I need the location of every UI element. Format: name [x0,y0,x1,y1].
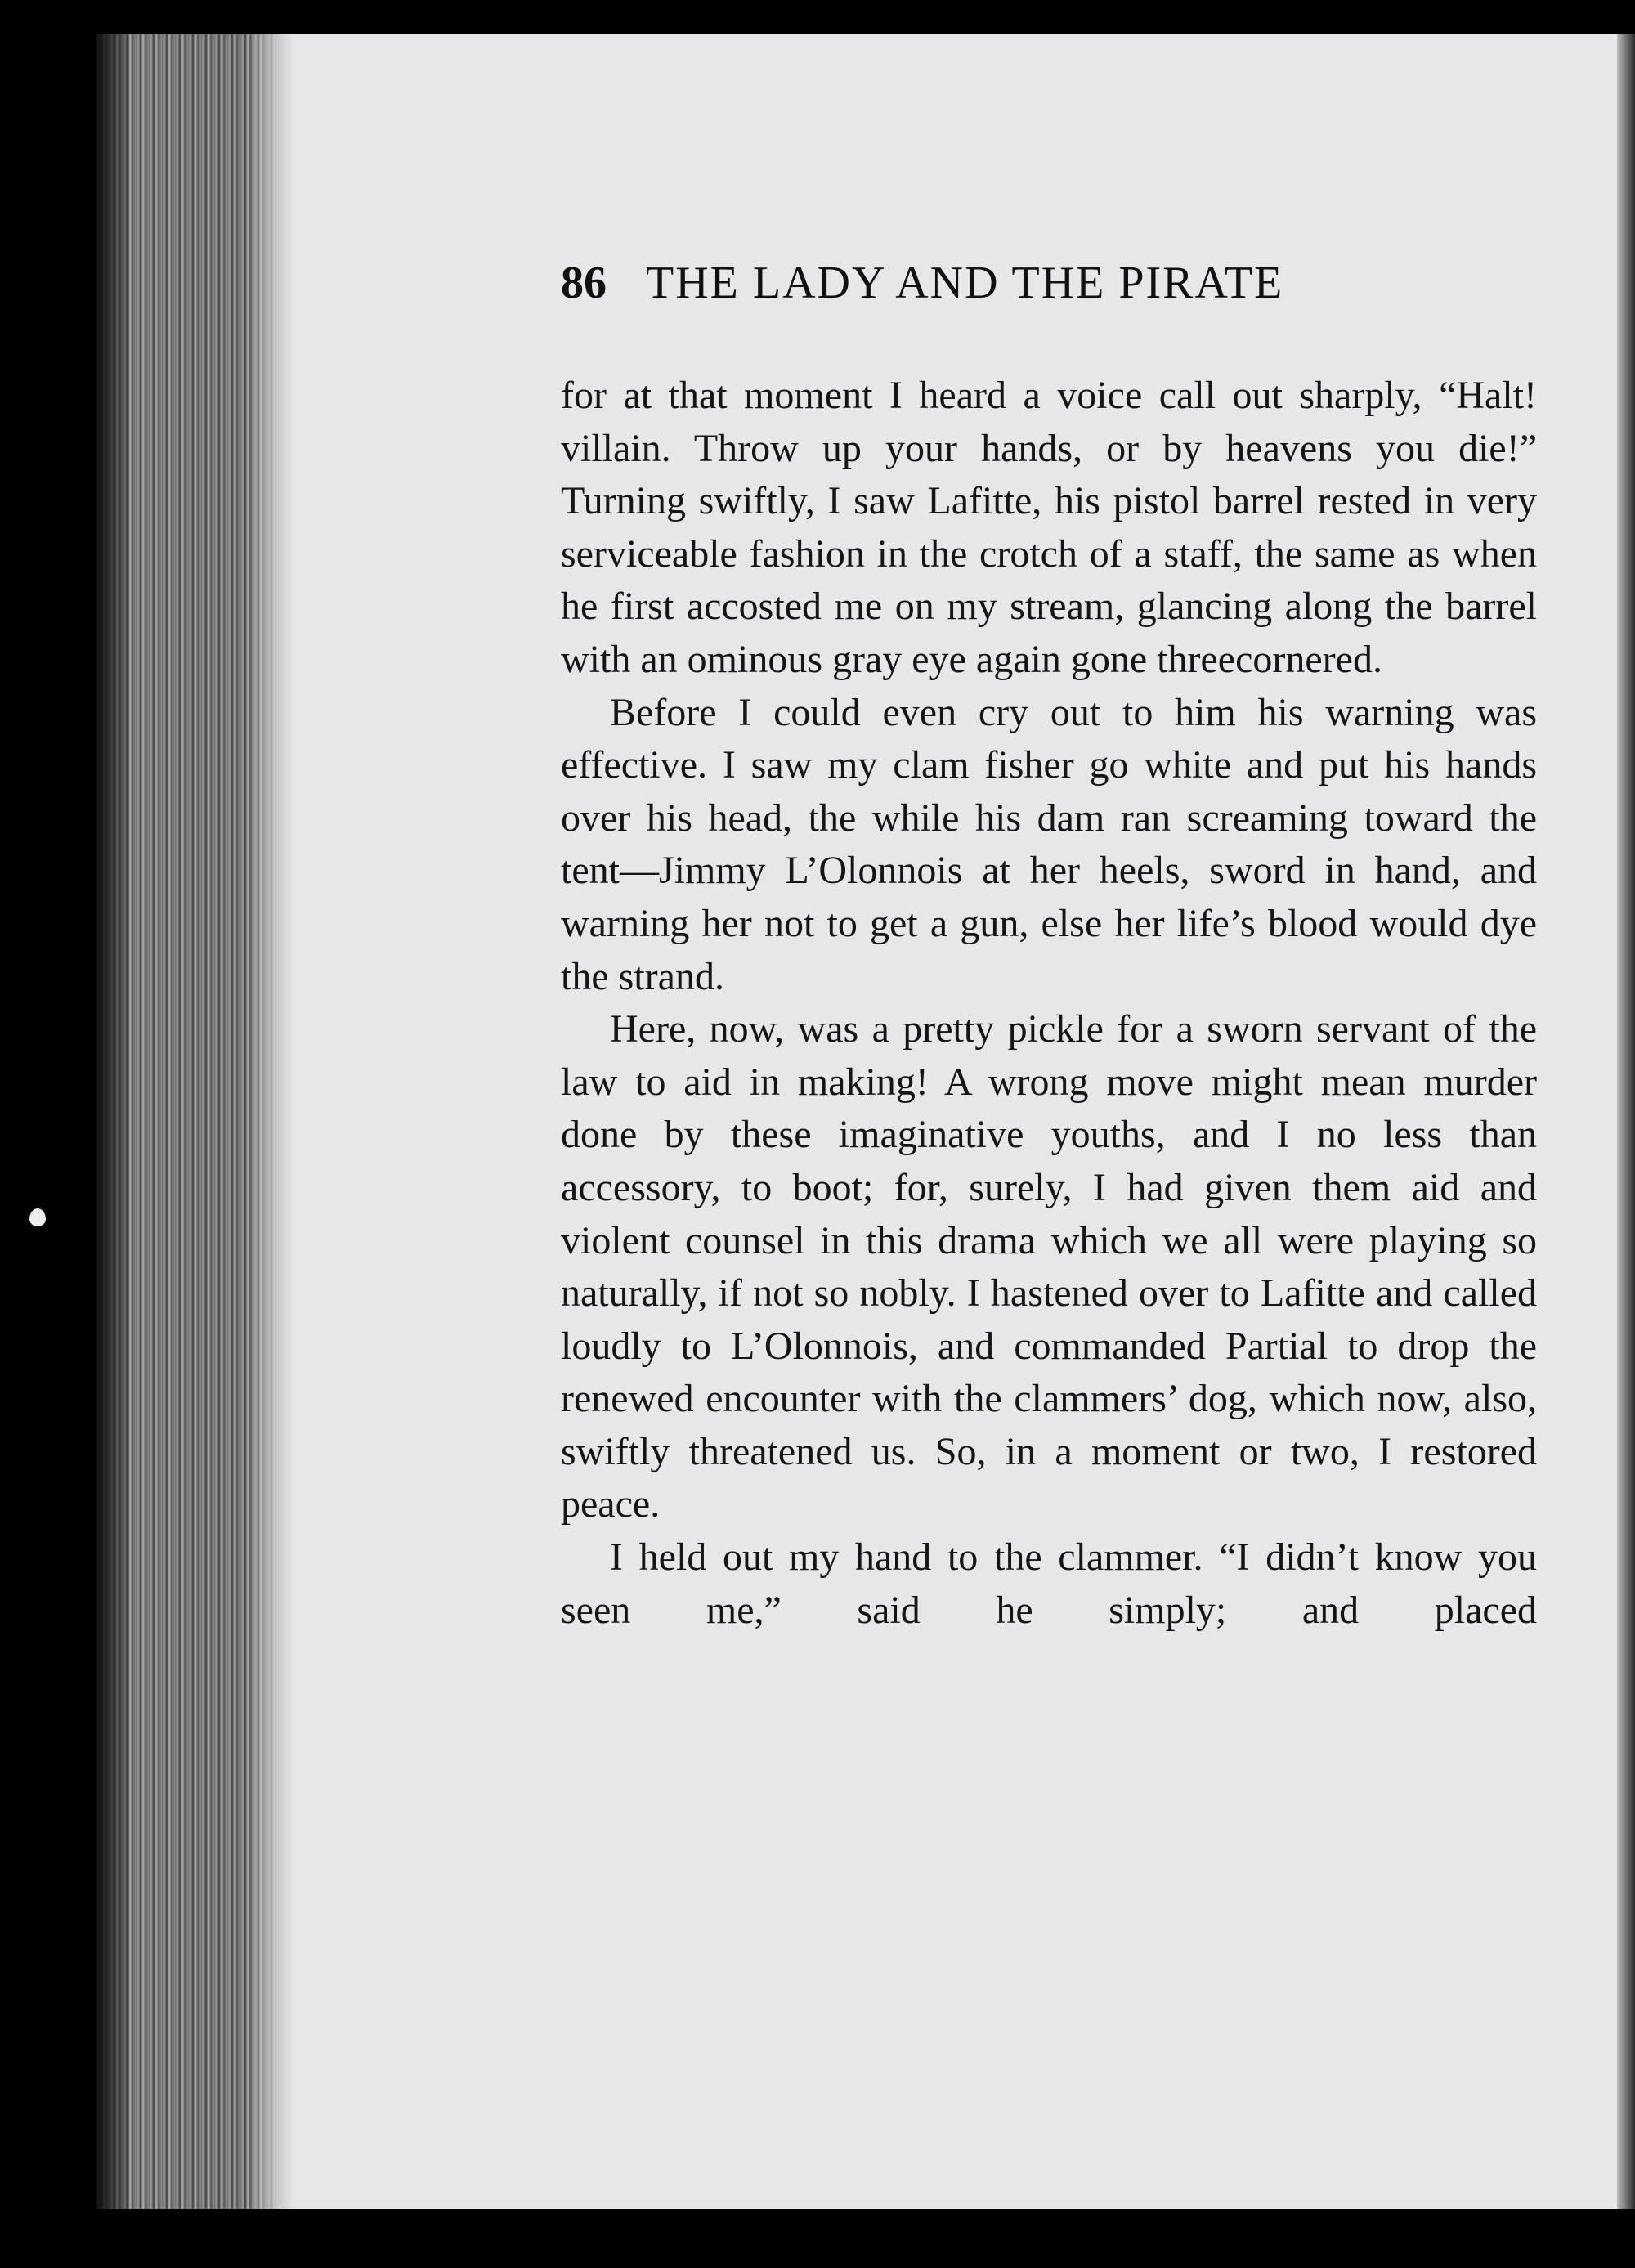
scan-speck [29,1208,46,1226]
running-header [561,257,1411,322]
paragraph: Here, now, was a pretty pickle for a sworn servant of the law to aid in making! A wrong move might mean murder done by these imaginative youths, and I no less than accessory, to boot; for, surely, I had given them aid and violent counsel in this drama which we all were playing so naturally, if not so nobly. I hastened over to Lafitte and called loudly to L’Olonnois, and commanded Partial to drop the renewed encounter with the clammers’ dog, which now, also, swiftly threatened us. So, in a moment or two, I restored peace. [561,1007,1537,1526]
paragraph: I held out my hand to the clammer. “I didn’t know you seen me,” said he simply; and placed [561,1535,1537,1632]
page-number: 86 [561,258,607,308]
body-text [561,370,1537,1637]
running-title: THE LADY AND THE PIRATE [646,258,1284,308]
paragraph: for at that moment I heard a voice call out sharply, “Halt! villain. Throw up your hands, or by heavens you die!” Turning swiftly, I saw Lafitte, his pistol barrel rested in very serviceable fashion in the crotch of a staff, the same as when he first accosted me on my stream, glancing along the barrel with an ominous gray eye again gone threecornered. [561,374,1537,681]
book-right-edge [1617,34,1635,2209]
book-page-edges [96,34,284,2209]
paragraph: Before I could even cry out to him his warning was effective. I saw my clam fisher go white and put his hands over his head, the while his dam ran screaming toward the tent—Jimmy L’Olonnois at her heels, sword in hand, and warning her not to get a gun, else her life’s blood would dye the strand. [561,690,1537,998]
